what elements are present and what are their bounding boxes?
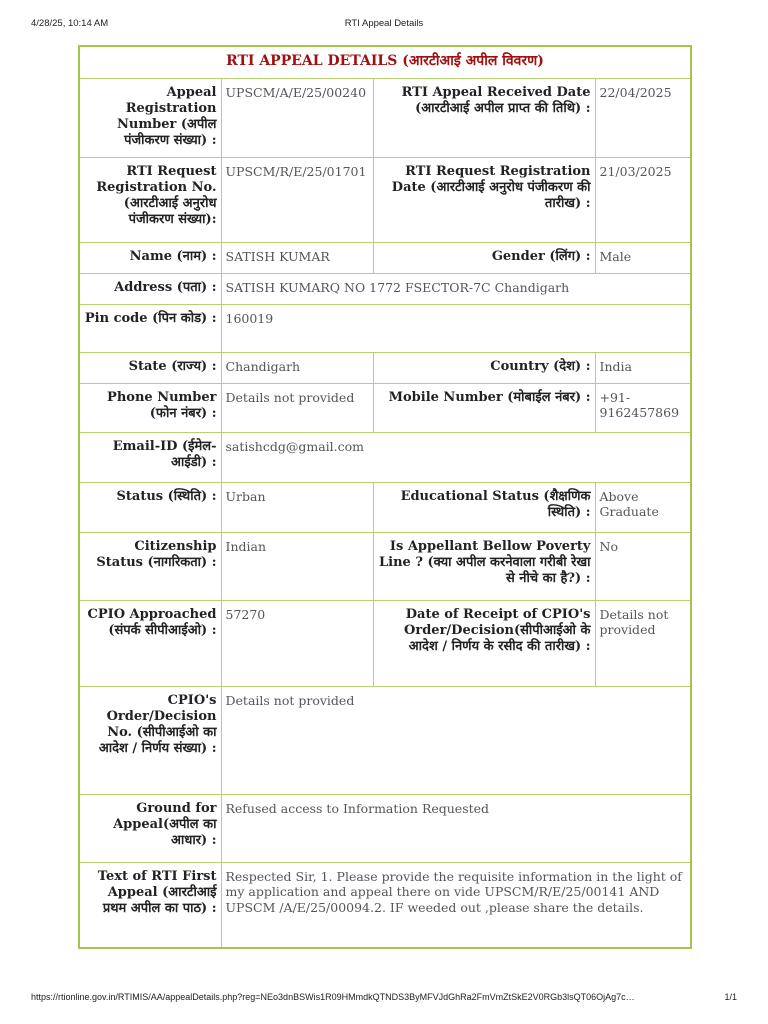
name-value: SATISH KUMAR	[221, 242, 373, 273]
table-row	[79, 482, 691, 532]
table-row	[79, 157, 691, 242]
table-row	[79, 600, 691, 686]
appeal-text-label: Text of RTI First Appeal (आरटीआई प्रथम अपील का पाठ) :	[79, 862, 221, 948]
gender-value: Male	[595, 242, 691, 273]
table-row	[79, 352, 691, 383]
mobile-value: +91-9162457869	[595, 383, 691, 432]
appeal-received-date-value: 22/04/2025	[595, 78, 691, 157]
status-value: Urban	[221, 482, 373, 532]
cpio-order-receipt-date-label: Date of Receipt of CPIO's Order/Decision(सीपीआईओ के आदेश / निर्णय के रसीद की तारीख) :	[373, 600, 595, 686]
cpio-order-no-label: CPIO's Order/Decision No. (सीपीआईओ का आदेश / निर्णय संख्या) :	[79, 686, 221, 794]
cpio-order-receipt-date-value: Details not provided	[595, 600, 691, 686]
bpl-value: No	[595, 532, 691, 600]
educational-status-label: Educational Status (शैक्षणिक स्थिति) :	[373, 482, 595, 532]
pin-code-label: Pin code (पिन कोड) :	[79, 304, 221, 352]
appeal-details-table	[78, 45, 692, 949]
address-label: Address (पता) :	[79, 273, 221, 304]
country-value: India	[595, 352, 691, 383]
table-row	[79, 432, 691, 482]
state-label: State (राज्य) :	[79, 352, 221, 383]
request-reg-no-label: RTI Request Registration No. (आरटीआई अनुरोध पंजीकरण संख्या):	[79, 157, 221, 242]
pin-code-value: 160019	[221, 304, 691, 352]
appeal-reg-no-value: UPSCM/A/E/25/00240	[221, 78, 373, 157]
appeal-reg-no-label: Appeal Registration Number (अपील पंजीकरण संख्या) :	[79, 78, 221, 157]
ground-for-appeal-value: Refused access to Information Requested	[221, 794, 691, 862]
mobile-label: Mobile Number (मोबाईल नंबर) :	[373, 383, 595, 432]
table-row	[79, 383, 691, 432]
country-label: Country (देश) :	[373, 352, 595, 383]
name-label: Name (नाम) :	[79, 242, 221, 273]
request-reg-date-value: 21/03/2025	[595, 157, 691, 242]
state-value: Chandigarh	[221, 352, 373, 383]
table-row	[79, 862, 691, 948]
status-label: Status (स्थिति) :	[79, 482, 221, 532]
ground-for-appeal-label: Ground for Appeal(अपील का आधार) :	[79, 794, 221, 862]
cpio-order-no-value: Details not provided	[221, 686, 691, 794]
table-row	[79, 532, 691, 600]
request-reg-no-value: UPSCM/R/E/25/01701	[221, 157, 373, 242]
email-label: Email-ID (ईमेल-आईडी) :	[79, 432, 221, 482]
phone-label: Phone Number (फोन नंबर) :	[79, 383, 221, 432]
cpio-approached-value: 57270	[221, 600, 373, 686]
bpl-label: Is Appellant Bellow Poverty Line ? (क्या अपील करनेवाला गरीबी रेखा से नीचे का है?) :	[373, 532, 595, 600]
print-page-title: RTI Appeal Details	[344, 18, 424, 29]
address-value: SATISH KUMARQ NO 1772 FSECTOR-7C Chandigarh	[221, 273, 691, 304]
table-row	[79, 273, 691, 304]
table-row	[79, 242, 691, 273]
educational-status-value: Above Graduate	[595, 482, 691, 532]
print-url[interactable]: https://rtionline.gov.in/RTIMIS/AA/appealDetails.php?reg=NEo3dnBSWis1R09HMmdkQTNDS3ByMFVJdGhRa2FmVmZtSkE2V0RGb3lsQT06OjAg7c…	[31, 992, 635, 1002]
table-title: RTI APPEAL DETAILS (आरटीआई अपील विवरण)	[79, 46, 691, 78]
appeal-received-date-label: RTI Appeal Received Date (आरटीआई अपील प्राप्त की तिथि) :	[373, 78, 595, 157]
table-row	[79, 78, 691, 157]
table-row	[79, 794, 691, 862]
print-footer	[31, 992, 737, 1006]
email-value: satishcdg@gmail.com	[221, 432, 691, 482]
table-title-row	[79, 46, 691, 78]
phone-value: Details not provided	[221, 383, 373, 432]
request-reg-date-label: RTI Request Registration Date (आरटीआई अनुरोध पंजीकरण की तारीख) :	[373, 157, 595, 242]
table-row	[79, 686, 691, 794]
citizenship-value: Indian	[221, 532, 373, 600]
cpio-approached-label: CPIO Approached (संपर्क सीपीआईओ) :	[79, 600, 221, 686]
citizenship-label: Citizenship Status (नागरिकता) :	[79, 532, 221, 600]
print-timestamp: 4/28/25, 10:14 AM	[31, 18, 109, 29]
print-page-number: 1/1	[724, 992, 737, 1002]
print-header	[31, 18, 737, 32]
gender-label: Gender (लिंग) :	[373, 242, 595, 273]
table-row	[79, 304, 691, 352]
appeal-text-value: Respected Sir, 1. Please provide the requisite information in the light of my application and appeal there on vide UPSCM/R/E/25/00141 AND UPSCM /A/E/25/00094.2. IF weeded out ,please share the details.	[221, 862, 691, 948]
